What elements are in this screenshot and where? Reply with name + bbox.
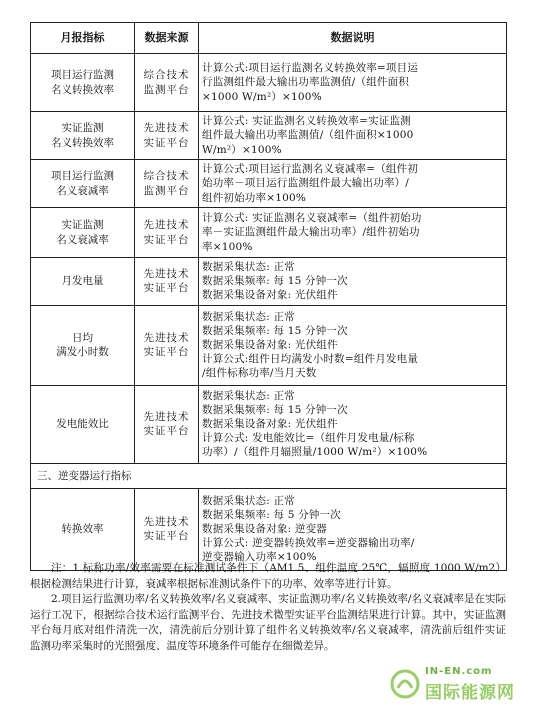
source-text: 先进技术: [143, 122, 190, 135]
description-text: 数据采集频率: 每 15 分钟一次: [202, 324, 348, 337]
description-text: 数据采集设备对象: 光伏组件: [202, 339, 338, 351]
note-1: 注：1.标称功率/效率需要在标准测试条件下（AM1.5、组件温度 25℃，辐照度 1000 W/m2）根据检测结果进行计算，衰减率根据标准测试条件下的功率、效率等进行计算。: [30, 562, 506, 590]
description-text: 数据采集频率: 每 15 分钟一次: [202, 403, 348, 416]
source-text: 先进技术: [143, 515, 190, 528]
indicator-text: 实证监测: [61, 219, 104, 232]
source-text: 实证平台: [143, 282, 190, 295]
table-row: [31, 385, 507, 463]
description-text: 计算公式: 逆变器转换效率=逆变器输出功率/: [202, 537, 415, 550]
description-text: 计算公式: 实证监测名义转换效率=实证监测: [202, 115, 411, 128]
description-text: 组件最大输出功率监测值/（组件面积×1000: [202, 129, 414, 142]
description-text: 计算公式:组件日均满发小时数=组件月发电量: [202, 353, 419, 366]
source-cell: [135, 258, 199, 306]
description-text: 计算公式: 实证监测名义衰减率=（组件初始功: [202, 212, 422, 225]
indicator-text: 名义转换效率: [51, 136, 114, 149]
table-row: [31, 488, 507, 570]
source-text: 实证平台: [143, 425, 190, 438]
indicator-text: 月发电量: [61, 275, 104, 288]
table-row: [31, 54, 507, 112]
source-cell: [135, 208, 199, 258]
header-source: 数据来源: [135, 23, 199, 54]
source-text: 先进技术: [143, 268, 190, 281]
source-text: 先进技术: [143, 410, 190, 423]
indicator-table: [30, 22, 507, 571]
source-cell: [135, 385, 199, 463]
description-text: 数据采集设备对象: 逆变器: [202, 523, 327, 535]
table-row: [31, 112, 507, 160]
indicator-cell: [31, 54, 135, 112]
description-text: 数据采集状态: 正常: [202, 494, 295, 507]
source-text: 先进技术: [143, 331, 190, 344]
source-cell: [135, 488, 199, 570]
header-description: 数据说明: [199, 23, 507, 54]
description-cell: [199, 488, 507, 570]
description-cell: [199, 112, 507, 160]
indicator-text: 名义衰减率: [56, 233, 109, 246]
description-text: ×1000 W/m²）×100%: [202, 90, 322, 103]
description-text: 率－实证监测组件最大输出功率）/组件初始功: [202, 226, 420, 239]
note-2: 2.项目运行监测功率/名义转换效率/名义衰减率、实证监测功率/名义转换效率/名义衰减率是在实际运行工况下，根据综合技术运行监测平台、先进技术微型实证平台监测结果进行计算。其中，实证监测平台每月底对组件清洗一次，清洗前后分别计算了组件名义转换效率/名义衰减率，清洗前后组件实证监测功率采集时的光照强度、温度等环境条件可能存在细微差异。: [30, 593, 506, 652]
description-cell: [199, 385, 507, 463]
indicator-cell: [31, 488, 135, 570]
description-text: 计算公式:项目运行监测名义转换效率=项目运: [202, 62, 419, 75]
watermark-domain: IN-EN.com: [425, 666, 493, 677]
source-text: 实证平台: [143, 346, 190, 359]
indicator-text: 发电能效比: [56, 418, 109, 430]
description-cell: [199, 258, 507, 306]
in-en-logo-icon: [389, 668, 421, 700]
source-text: 实证平台: [143, 530, 190, 543]
indicator-text: 满发小时数: [56, 346, 109, 359]
indicator-cell: [31, 208, 135, 258]
description-text: 数据采集状态: 正常: [202, 261, 295, 273]
description-text: /组件标称功率/当月天数: [202, 367, 317, 380]
description-text: 数据采集设备对象: 光伏组件: [202, 418, 338, 430]
source-text: 综合技术: [143, 170, 190, 183]
description-cell: [199, 54, 507, 112]
description-text: 计算公式:项目运行监测名义衰减率=（组件初: [202, 163, 419, 176]
description-text: 行监测组件最大输出功率监测值/（组件面积: [202, 76, 410, 89]
description-text: 率×100%: [202, 240, 253, 253]
description-cell: [199, 160, 507, 208]
indicator-text: 日均: [72, 331, 93, 344]
source-text: 实证平台: [143, 136, 190, 149]
table-header-row: [31, 23, 507, 54]
watermark-name: 国际能源网: [425, 683, 515, 703]
description-text: 数据采集状态: 正常: [202, 310, 295, 323]
table-row: [31, 160, 507, 208]
indicator-cell: [31, 385, 135, 463]
table-row: [31, 258, 507, 306]
source-text: 先进技术: [143, 219, 190, 232]
indicator-cell: [31, 112, 135, 160]
indicator-text: 实证监测: [61, 122, 104, 135]
indicator-text: 名义转换效率: [51, 83, 114, 96]
section-title: 三、逆变器运行指标: [31, 463, 507, 488]
source-text: 监测平台: [143, 184, 190, 197]
indicator-cell: [31, 160, 135, 208]
table-row: [31, 208, 507, 258]
indicator-text: 项目运行监测: [51, 170, 114, 183]
description-text: 功率）/（组件月辐照量/1000 W/m²）×100%: [202, 446, 428, 459]
source-cell: [135, 112, 199, 160]
indicator-text: 项目运行监测: [51, 69, 114, 82]
footnotes: [30, 561, 506, 655]
indicator-cell: [31, 305, 135, 385]
indicator-text: 名义衰减率: [56, 184, 109, 197]
description-text: 数据采集频率: 每 15 分钟一次: [202, 275, 348, 288]
description-text: 始功率－项目运行监测组件最大输出功率）/: [202, 177, 410, 190]
description-text: 数据采集频率: 每 5 分钟一次: [202, 508, 341, 521]
source-text: 综合技术: [143, 69, 190, 82]
description-text: 数据采集状态: 正常: [202, 389, 295, 402]
description-text: 组件初始功率×100%: [202, 191, 307, 204]
description-text: 计算公式: 发电能效比=（组件月发电量/标称: [202, 432, 415, 445]
description-cell: [199, 208, 507, 258]
indicator-text: 转换效率: [61, 523, 104, 535]
description-cell: [199, 305, 507, 385]
description-text: 数据采集设备对象: 光伏组件: [202, 289, 338, 302]
source-text: 监测平台: [143, 83, 190, 96]
source-cell: [135, 160, 199, 208]
source-cell: [135, 305, 199, 385]
table-row: [31, 305, 507, 385]
description-text: 逆变器输入功率×100%: [202, 551, 317, 564]
watermark: [389, 666, 529, 702]
indicator-cell: [31, 258, 135, 306]
header-indicator: 月报指标: [31, 23, 135, 54]
description-text: W/m²）×100%: [202, 143, 282, 156]
source-text: 实证平台: [143, 233, 190, 246]
section-row: [31, 463, 507, 488]
source-cell: [135, 54, 199, 112]
